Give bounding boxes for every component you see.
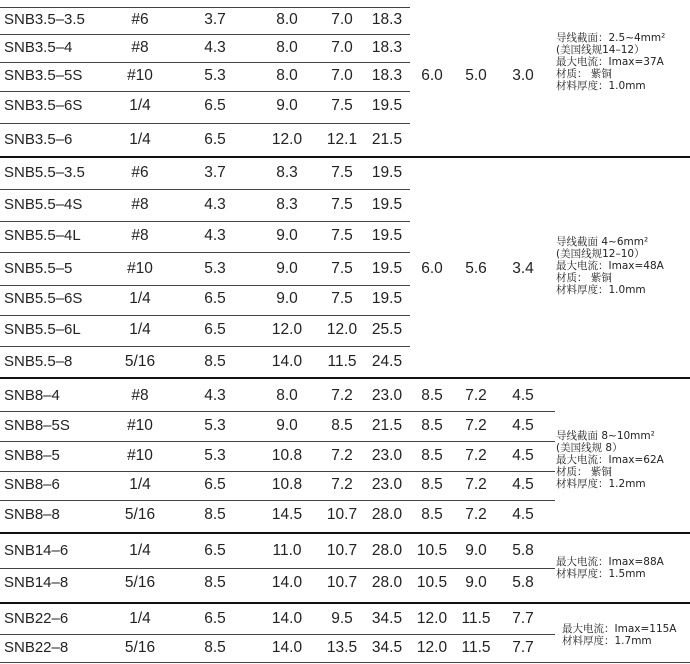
barrel-od-cell: 8.5 — [421, 476, 443, 493]
hole-diameter-cell: 6.5 — [204, 542, 226, 559]
table-rule — [0, 189, 410, 190]
total-length-cell: 28.0 — [371, 506, 403, 523]
model-cell: SNB3.5–5S — [4, 67, 83, 84]
table-rule — [0, 377, 690, 379]
screw-size-cell: 5/16 — [124, 574, 156, 591]
spec-note — [562, 623, 677, 647]
screw-size-cell: 5/16 — [124, 506, 156, 523]
hole-diameter-cell: 6.5 — [204, 610, 226, 627]
width-cell: 14.0 — [271, 639, 303, 656]
model-cell: SNB22–8 — [4, 639, 69, 656]
tongue-length-cell: 13.5 — [326, 639, 358, 656]
total-length-cell: 34.5 — [371, 610, 403, 627]
barrel-id-cell: 11.5 — [461, 639, 491, 656]
hole-diameter-cell: 6.5 — [204, 476, 226, 493]
barrel-od-cell: 8.5 — [421, 417, 443, 434]
total-length-cell: 19.5 — [371, 290, 403, 307]
width-cell: 14.0 — [271, 353, 303, 370]
total-length-cell: 23.0 — [371, 447, 403, 464]
note-line: (美国线规14–12） — [556, 44, 645, 56]
barrel-length-cell: 5.8 — [512, 542, 534, 559]
note-line: (美国线规12–10） — [556, 248, 645, 260]
spec-note — [556, 430, 664, 490]
table-rule — [0, 568, 555, 569]
barrel-id-cell: 7.2 — [465, 506, 487, 523]
screw-size-cell: #8 — [131, 196, 149, 213]
note-line: 材料厚度：1.7mm — [562, 635, 652, 647]
model-cell: SNB3.5–6S — [4, 97, 83, 114]
hole-diameter-cell: 3.7 — [204, 11, 226, 28]
table-rule — [0, 411, 555, 412]
tongue-length-cell: 10.7 — [326, 542, 358, 559]
note-line: 材料厚度：1.0mm — [556, 80, 646, 92]
width-cell: 8.3 — [276, 164, 298, 181]
screw-size-cell: #10 — [127, 67, 153, 84]
total-length-cell: 19.5 — [371, 164, 403, 181]
note-line: 最大电流：Imax=115A — [562, 623, 677, 635]
model-cell: SNB5.5–6S — [4, 290, 83, 307]
note-line: 材料厚度：1.0mm — [556, 284, 646, 296]
width-cell: 8.0 — [276, 11, 298, 28]
note-line: 材质： 紫铜 — [556, 272, 612, 284]
width-cell: 14.0 — [271, 610, 303, 627]
barrel-id-cell: 7.2 — [465, 417, 487, 434]
total-length-cell: 18.3 — [371, 67, 403, 84]
model-cell: SNB5.5–5 — [4, 260, 73, 277]
barrel-od-cell: 10.5 — [416, 574, 448, 591]
width-cell: 8.0 — [276, 387, 298, 404]
width-cell: 11.0 — [272, 542, 302, 559]
barrel-od-cell: 12.0 — [416, 639, 448, 656]
note-line: 最大电流：Imax=62A — [556, 454, 664, 466]
width-cell: 8.3 — [276, 196, 298, 213]
barrel-id-cell: 5.0 — [465, 67, 487, 84]
note-line: 导线截面：2.5~4mm² — [556, 32, 666, 44]
table-rule — [0, 123, 410, 124]
model-cell: SNB5.5–4L — [4, 227, 81, 244]
note-line: 材质： 紫铜 — [556, 466, 612, 478]
screw-size-cell: 5/16 — [124, 639, 156, 656]
barrel-id-cell: 7.2 — [465, 447, 487, 464]
table-rule — [0, 91, 410, 92]
barrel-id-cell: 9.0 — [465, 542, 487, 559]
total-length-cell: 23.0 — [371, 476, 403, 493]
barrel-id-cell: 5.6 — [465, 260, 487, 277]
note-line: (美国线规 8） — [556, 442, 623, 454]
tongue-length-cell: 12.0 — [326, 321, 358, 338]
model-cell: SNB8–5S — [4, 417, 70, 434]
barrel-length-cell: 7.7 — [512, 639, 534, 656]
table-rule — [0, 346, 410, 347]
tongue-length-cell: 11.5 — [327, 353, 357, 370]
screw-size-cell: #10 — [127, 260, 153, 277]
hole-diameter-cell: 4.3 — [204, 39, 226, 56]
tongue-length-cell: 7.5 — [331, 196, 353, 213]
model-cell: SNB5.5–6L — [4, 321, 81, 338]
total-length-cell: 19.5 — [371, 227, 403, 244]
note-line: 材料厚度：1.5mm — [556, 568, 646, 580]
model-cell: SNB3.5–4 — [4, 39, 73, 56]
barrel-length-cell: 3.4 — [512, 260, 534, 277]
table-rule — [0, 221, 410, 222]
barrel-id-cell: 7.2 — [465, 476, 487, 493]
barrel-od-cell: 8.5 — [421, 447, 443, 464]
spec-note — [556, 32, 665, 92]
note-line: 导线截面 4~6mm² — [556, 236, 649, 248]
tongue-length-cell: 7.2 — [331, 476, 353, 493]
barrel-id-cell: 11.5 — [461, 610, 491, 627]
screw-size-cell: 1/4 — [129, 321, 151, 338]
width-cell: 10.8 — [271, 447, 303, 464]
total-length-cell: 34.5 — [371, 639, 403, 656]
screw-size-cell: #6 — [131, 164, 149, 181]
screw-size-cell: 1/4 — [129, 97, 151, 114]
spec-note — [556, 556, 664, 580]
screw-size-cell: 1/4 — [129, 131, 151, 148]
table-rule — [0, 62, 410, 63]
model-cell: SNB8–5 — [4, 447, 60, 464]
width-cell: 9.0 — [276, 417, 298, 434]
width-cell: 10.8 — [271, 476, 303, 493]
tongue-length-cell: 10.7 — [326, 506, 358, 523]
note-line: 材质： 紫铜 — [556, 68, 612, 80]
width-cell: 12.0 — [271, 131, 303, 148]
hole-diameter-cell: 6.5 — [204, 321, 226, 338]
tongue-length-cell: 7.2 — [331, 447, 353, 464]
table-rule — [0, 34, 410, 35]
barrel-od-cell: 8.5 — [421, 506, 443, 523]
model-cell: SNB3.5–3.5 — [4, 11, 85, 28]
width-cell: 9.0 — [276, 227, 298, 244]
barrel-od-cell: 6.0 — [421, 260, 443, 277]
screw-size-cell: #8 — [131, 387, 149, 404]
barrel-id-cell: 7.2 — [465, 387, 487, 404]
hole-diameter-cell: 8.5 — [204, 574, 226, 591]
hole-diameter-cell: 6.5 — [204, 290, 226, 307]
hole-diameter-cell: 8.5 — [204, 506, 226, 523]
total-length-cell: 19.5 — [371, 260, 403, 277]
total-length-cell: 23.0 — [371, 387, 403, 404]
tongue-length-cell: 7.0 — [331, 67, 353, 84]
note-line: 最大电流：Imax=88A — [556, 556, 664, 568]
width-cell: 9.0 — [276, 97, 298, 114]
hole-diameter-cell: 5.3 — [204, 417, 226, 434]
model-cell: SNB8–6 — [4, 476, 60, 493]
model-cell: SNB14–8 — [4, 574, 69, 591]
screw-size-cell: #8 — [131, 39, 149, 56]
table-rule — [0, 471, 555, 472]
width-cell: 14.5 — [271, 506, 303, 523]
screw-size-cell: 1/4 — [129, 610, 151, 627]
total-length-cell: 28.0 — [371, 542, 403, 559]
tongue-length-cell: 7.2 — [331, 387, 353, 404]
tongue-length-cell: 10.7 — [326, 574, 358, 591]
width-cell: 8.0 — [276, 39, 298, 56]
barrel-od-cell: 10.5 — [416, 542, 448, 559]
barrel-od-cell: 12.0 — [416, 610, 448, 627]
table-rule — [0, 602, 690, 604]
hole-diameter-cell: 8.5 — [204, 353, 226, 370]
width-cell: 9.0 — [276, 260, 298, 277]
screw-size-cell: #10 — [127, 447, 153, 464]
total-length-cell: 21.5 — [371, 417, 403, 434]
hole-diameter-cell: 4.3 — [204, 227, 226, 244]
screw-size-cell: #8 — [131, 227, 149, 244]
tongue-length-cell: 7.5 — [331, 227, 353, 244]
tongue-length-cell: 8.5 — [331, 417, 353, 434]
width-cell: 14.0 — [271, 574, 303, 591]
hole-diameter-cell: 5.3 — [204, 260, 226, 277]
total-length-cell: 25.5 — [371, 321, 403, 338]
tongue-length-cell: 7.5 — [331, 164, 353, 181]
hole-diameter-cell: 3.7 — [204, 164, 226, 181]
barrel-od-cell: 6.0 — [421, 67, 443, 84]
tongue-length-cell: 7.5 — [331, 290, 353, 307]
barrel-length-cell: 4.5 — [512, 417, 534, 434]
model-cell: SNB22–6 — [4, 610, 69, 627]
note-line: 最大电流：Imax=37A — [556, 56, 664, 68]
table-rule — [0, 285, 410, 286]
table-rule — [0, 662, 690, 663]
spec-note — [556, 236, 664, 296]
hole-diameter-cell: 5.3 — [204, 67, 226, 84]
width-cell: 12.0 — [271, 321, 303, 338]
screw-size-cell: 1/4 — [129, 290, 151, 307]
total-length-cell: 18.3 — [371, 39, 403, 56]
model-cell: SNB14–6 — [4, 542, 69, 559]
note-line: 导线截面 8~10mm² — [556, 430, 655, 442]
tongue-length-cell: 7.0 — [331, 11, 353, 28]
hole-diameter-cell: 6.5 — [204, 131, 226, 148]
model-cell: SNB5.5–8 — [4, 353, 73, 370]
screw-size-cell: #10 — [127, 417, 153, 434]
barrel-id-cell: 9.0 — [465, 574, 487, 591]
barrel-length-cell: 4.5 — [512, 506, 534, 523]
barrel-length-cell: 5.8 — [512, 574, 534, 591]
width-cell: 9.0 — [276, 290, 298, 307]
table-rule — [0, 315, 410, 316]
table-rule — [0, 532, 690, 534]
table-rule — [0, 156, 690, 158]
screw-size-cell: 1/4 — [129, 476, 151, 493]
barrel-length-cell: 4.5 — [512, 387, 534, 404]
total-length-cell: 21.5 — [371, 131, 403, 148]
total-length-cell: 28.0 — [371, 574, 403, 591]
tongue-length-cell: 9.5 — [331, 610, 353, 627]
tongue-length-cell: 7.5 — [331, 97, 353, 114]
screw-size-cell: #6 — [131, 11, 149, 28]
table-rule — [0, 252, 410, 253]
model-cell: SNB8–8 — [4, 506, 60, 523]
table-rule — [0, 441, 555, 442]
note-line: 最大电流：Imax=48A — [556, 260, 664, 272]
table-rule — [0, 7, 410, 8]
total-length-cell: 19.5 — [371, 196, 403, 213]
hole-diameter-cell: 8.5 — [204, 639, 226, 656]
total-length-cell: 18.3 — [371, 11, 403, 28]
model-cell: SNB8–4 — [4, 387, 60, 404]
model-cell: SNB5.5–3.5 — [4, 164, 85, 181]
width-cell: 8.0 — [276, 67, 298, 84]
barrel-length-cell: 7.7 — [512, 610, 534, 627]
table-rule — [0, 634, 555, 635]
tongue-length-cell: 7.0 — [331, 39, 353, 56]
model-cell: SNB3.5–6 — [4, 131, 73, 148]
hole-diameter-cell: 4.3 — [204, 196, 226, 213]
barrel-length-cell: 3.0 — [512, 67, 534, 84]
hole-diameter-cell: 4.3 — [204, 387, 226, 404]
tongue-length-cell: 12.1 — [326, 131, 358, 148]
tongue-length-cell: 7.5 — [331, 260, 353, 277]
hole-diameter-cell: 6.5 — [204, 97, 226, 114]
model-cell: SNB5.5–4S — [4, 196, 83, 213]
note-line: 材料厚度：1.2mm — [556, 478, 646, 490]
screw-size-cell: 1/4 — [129, 542, 151, 559]
total-length-cell: 24.5 — [371, 353, 403, 370]
screw-size-cell: 5/16 — [124, 353, 156, 370]
barrel-length-cell: 4.5 — [512, 447, 534, 464]
table-rule — [0, 500, 555, 501]
barrel-length-cell: 4.5 — [512, 476, 534, 493]
barrel-od-cell: 8.5 — [421, 387, 443, 404]
hole-diameter-cell: 5.3 — [204, 447, 226, 464]
total-length-cell: 19.5 — [371, 97, 403, 114]
